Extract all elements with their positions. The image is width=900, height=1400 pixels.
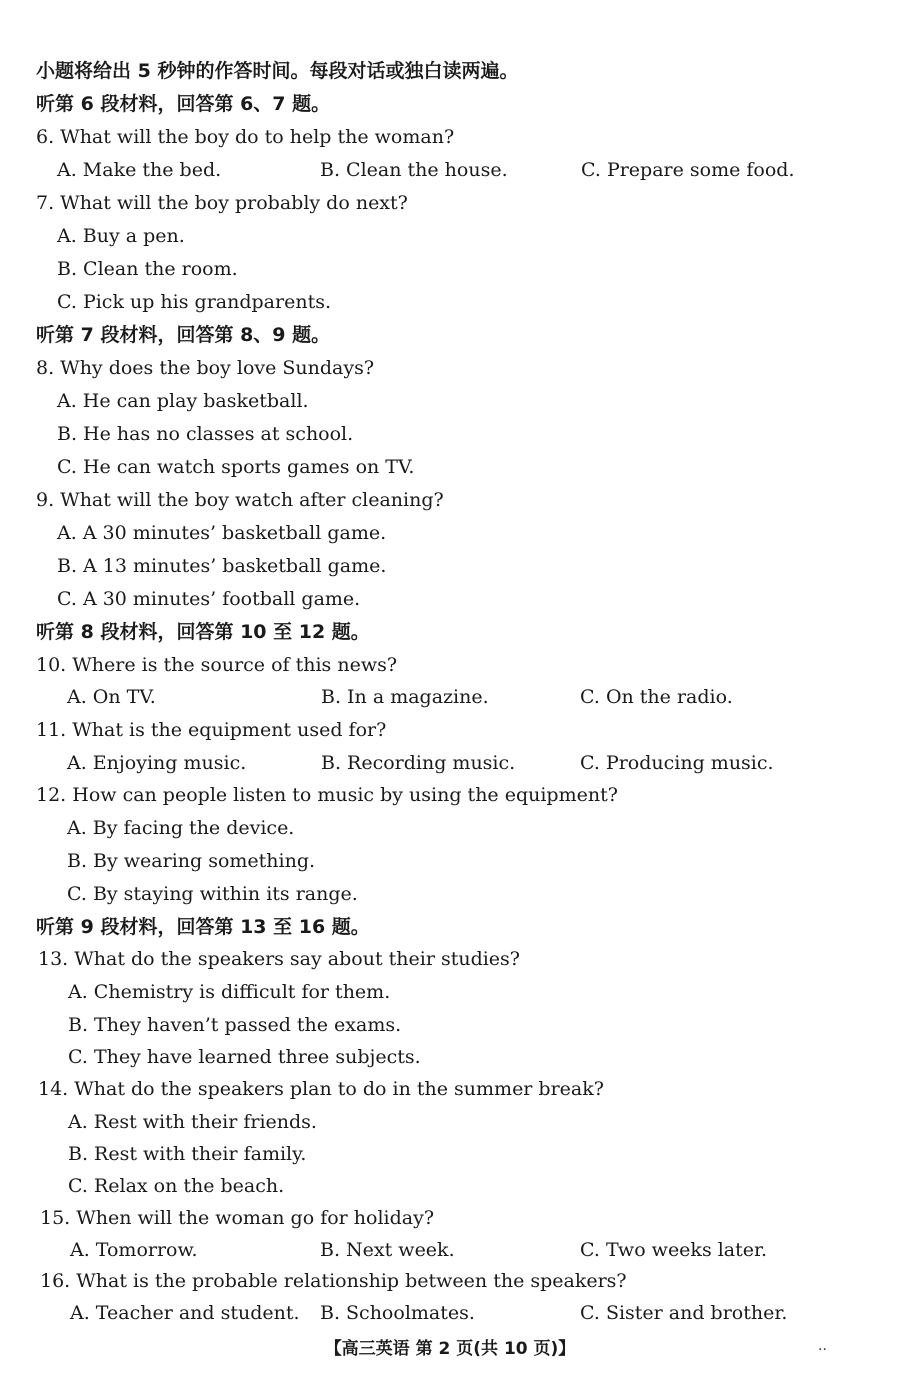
answer-option: C. Two weeks later. — [580, 1239, 768, 1261]
footer-text: 【高三英语 第 2 页(共 10 页)】 — [324, 1339, 576, 1359]
answer-option: B. Recording music. — [321, 752, 516, 774]
line-text: A. Buy a pen. — [57, 225, 185, 247]
answer-option: A. Enjoying music. — [67, 752, 247, 774]
answer-option: B. In a magazine. — [321, 686, 489, 708]
line-text: A. Rest with their friends. — [68, 1111, 317, 1133]
line-text: 6. What will the boy do to help the woman? — [36, 126, 455, 148]
line-text: A. By facing the device. — [67, 817, 295, 839]
line-text: B. Clean the room. — [57, 258, 238, 280]
line-text: 9. What will the boy watch after cleaning? — [36, 489, 444, 511]
line-text: 听第 6 段材料，回答第 6、7 题。 — [36, 93, 331, 115]
line-text: B. They haven’t passed the exams. — [68, 1014, 402, 1036]
line-text: 13. What do the speakers say about their studies? — [38, 948, 520, 970]
line-text: A. He can play basketball. — [57, 390, 309, 412]
answer-option: B. Clean the house. — [320, 159, 508, 181]
answer-option: C. On the radio. — [580, 686, 733, 708]
page-footer — [0, 1333, 900, 1365]
line-text: B. By wearing something. — [67, 850, 316, 872]
line-text: 听第 8 段材料，回答第 10 至 12 题。 — [36, 621, 370, 643]
corner-mark: .. — [818, 1338, 827, 1354]
answer-option: B. Next week. — [320, 1239, 455, 1261]
line-text: 14. What do the speakers plan to do in the summer break? — [38, 1078, 604, 1100]
line-text: C. By staying within its range. — [67, 883, 358, 905]
answer-option: B. Schoolmates. — [320, 1302, 475, 1324]
answer-option: C. Producing music. — [580, 752, 774, 774]
line-text: 16. What is the probable relationship between the speakers? — [40, 1270, 627, 1292]
line-text: 15. When will the woman go for holiday? — [40, 1207, 435, 1229]
line-text: B. Rest with their family. — [68, 1143, 307, 1165]
line-text: 12. How can people listen to music by using the equipment? — [36, 784, 618, 806]
line-text: C. Pick up his grandparents. — [57, 291, 331, 313]
answer-option: C. Sister and brother. — [580, 1302, 788, 1324]
answer-option: A. Tomorrow. — [70, 1239, 198, 1261]
line-text: B. A 13 minutes’ basketball game. — [57, 555, 387, 577]
line-text: 听第 9 段材料，回答第 13 至 16 题。 — [36, 916, 370, 938]
line-text: 听第 7 段材料，回答第 8、9 题。 — [36, 324, 331, 346]
line-text: 8. Why does the boy love Sundays? — [36, 357, 375, 379]
line-text: C. Relax on the beach. — [68, 1175, 285, 1197]
line-text: B. He has no classes at school. — [57, 423, 354, 445]
line-text: 7. What will the boy probably do next? — [36, 192, 408, 214]
line-text: C. A 30 minutes’ football game. — [57, 588, 361, 610]
line-text: C. He can watch sports games on TV. — [57, 456, 415, 478]
answer-option: A. Make the bed. — [57, 159, 222, 181]
line-text: A. A 30 minutes’ basketball game. — [57, 522, 387, 544]
answer-option: A. On TV. — [67, 686, 156, 708]
answer-option: C. Prepare some food. — [581, 159, 795, 181]
line-text: 11. What is the equipment used for? — [36, 719, 387, 741]
line-text: 小题将给出 5 秒钟的作答时间。每段对话或独白读两遍。 — [36, 60, 519, 82]
answer-option: A. Teacher and student. — [70, 1302, 300, 1324]
line-text: 10. Where is the source of this news? — [36, 654, 398, 676]
line-text: C. They have learned three subjects. — [68, 1046, 421, 1068]
line-text: A. Chemistry is difficult for them. — [68, 981, 391, 1003]
